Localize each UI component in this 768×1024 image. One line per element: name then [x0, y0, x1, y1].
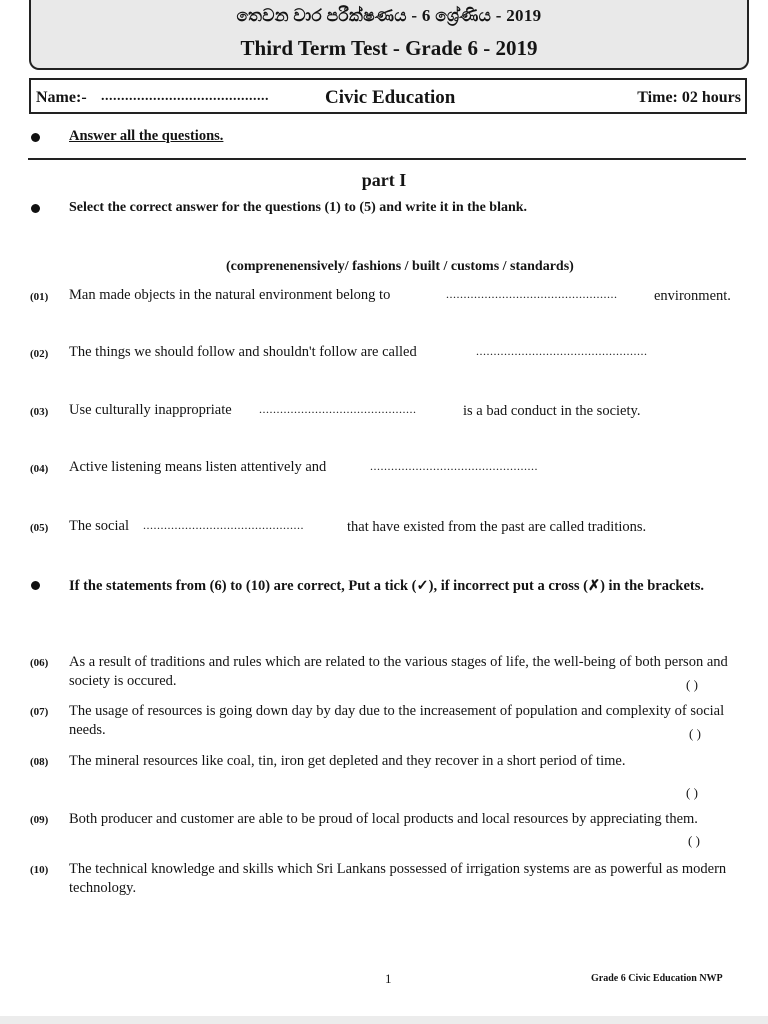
bullet-icon: [31, 133, 40, 142]
statement-text: The technical knowledge and skills which Sri Lankans possessed of irrigation systems are as powerful as modern technology.: [69, 861, 727, 896]
question-number: (01): [30, 291, 49, 303]
answer-blank: ..............................................: [143, 518, 304, 532]
time-allowed: Time: 02 hours: [637, 89, 741, 106]
subject-title: Civic Education: [325, 87, 456, 108]
word-bank: (comprenenensively/ fashions / built / customs / standards): [226, 259, 574, 274]
statement-text: The mineral resources like coal, tin, iron get depleted and they recover in a short period of time.: [69, 753, 626, 769]
part1-instruction: Select the correct answer for the questions (1) to (5) and write it in the blank.: [69, 200, 528, 215]
question-text: The social: [69, 518, 129, 534]
question-text: is a bad conduct in the society.: [463, 403, 641, 419]
question-text: Man made objects in the natural environment belong to: [69, 287, 391, 303]
question-number: (05): [30, 522, 49, 534]
statement-text: Both producer and customer are able to be proud of local products and local resources by appreciating them.: [69, 811, 698, 827]
question-number: (02): [30, 348, 49, 360]
header-english-title: Third Term Test - Grade 6 - 2019: [240, 36, 538, 60]
statement-number: (07): [30, 706, 49, 718]
part-title: part I: [361, 170, 407, 190]
info-row: [29, 78, 747, 114]
statement-text: The usage of resources is going down day by day due to the increasement of population and complexity of social needs.: [69, 703, 725, 738]
question-text: Use culturally inappropriate: [69, 402, 232, 418]
question-number: (04): [30, 463, 49, 475]
answer-bracket: ( ): [686, 677, 698, 692]
answer-bracket: ( ): [686, 785, 698, 800]
scan-edge: [0, 1016, 768, 1024]
header-box: [29, 0, 749, 70]
question-text: Active listening means listen attentively and: [69, 459, 327, 475]
answer-blank: .................................................: [446, 287, 618, 301]
page-number: 1: [385, 971, 392, 986]
question-text: The things we should follow and shouldn't follow are called: [69, 344, 417, 360]
part1-instruction-2: If the statements from (6) to (10) are correct, Put a tick (✓), if incorrect put a cross (✗) in the brackets.: [69, 578, 705, 594]
divider: [28, 158, 746, 160]
bullet-icon: [31, 204, 40, 213]
general-instruction: Answer all the questions.: [69, 128, 224, 144]
name-label: Name:-: [36, 89, 87, 106]
statement-number: (10): [30, 864, 49, 876]
answer-bracket: ( ): [689, 726, 701, 741]
statement-text: As a result of traditions and rules which are related to the various stages of life, the well-being of both person and society is occured.: [69, 654, 728, 689]
question-text: that have existed from the past are called traditions.: [347, 519, 647, 535]
answer-blank: .................................................: [476, 344, 648, 358]
footer-label: Grade 6 Civic Education NWP: [591, 973, 723, 984]
answer-blank: ................................................: [370, 459, 538, 473]
header-sinhala-title: තෙවන වාර පරීක්ෂණය - 6 ශ්‍රේණිය - 2019: [236, 6, 542, 25]
bullet-icon: [31, 581, 40, 590]
statement-number: (08): [30, 756, 49, 768]
statement-number: (09): [30, 814, 49, 826]
name-blank: ..........................................: [101, 89, 269, 104]
answer-blank: .............................................: [259, 402, 417, 416]
answer-bracket: ( ): [688, 833, 700, 848]
statement-number: (06): [30, 657, 49, 669]
question-number: (03): [30, 406, 49, 418]
question-text: environment.: [654, 288, 731, 304]
